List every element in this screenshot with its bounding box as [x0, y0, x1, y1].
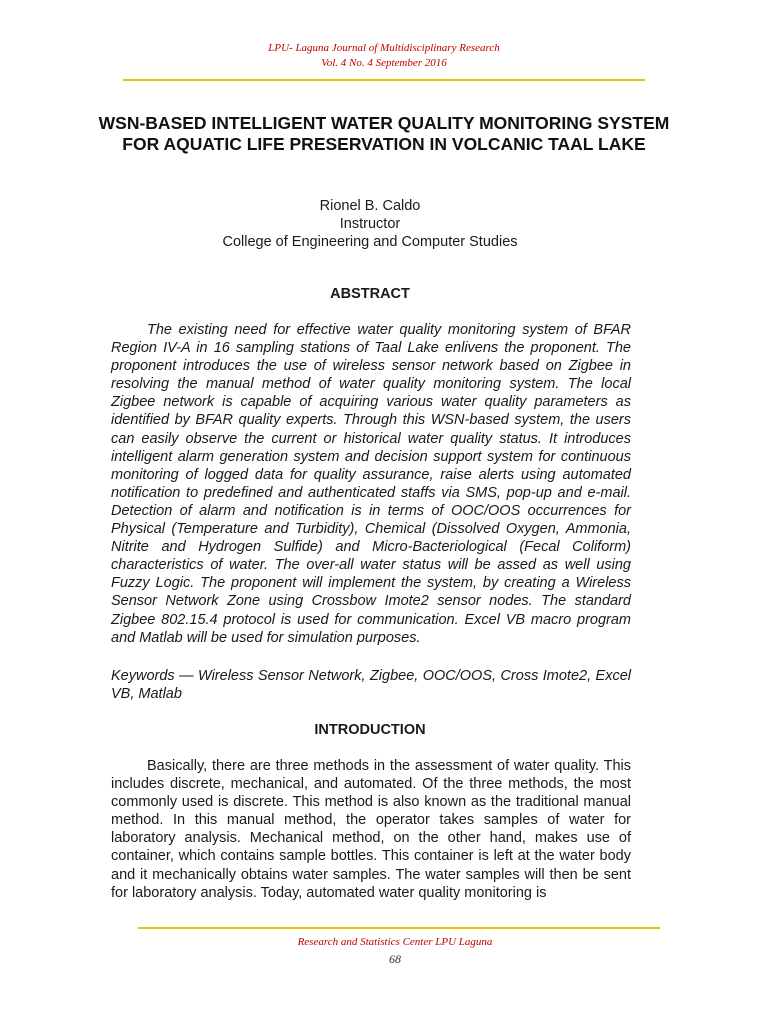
abstract-body: The existing need for effective water quality monitoring system of BFAR Region IV-A in 16 sampling stations of Taal Lake enlivens the proponent. The proponent introduces the use of wireless sensor network based on Zigbee in resolving the manual method of water quality monitoring system. The local Zigbee network is capable of acquiring various water quality parameters as identified by BFAR quality experts. Through this WSN-based system, the users can easily observe the current or historical water quality status. It introduces intelligent alarm generation system and decision support system for continuous monitoring of logged data for quality assurance, raise alerts using automated notification to predefined and authenticated staffs via SMS, pop-up and e-mail. Detection of alarm and notification is in terms of OOC/OOS occurrences for Physical (Temperature and Turbidity), Chemical (Dissolved Oxygen, Ammonia, Nitrite and Hydrogen Sulfide) and Micro-Bacteriological (Fecal Coliform) characteristics of water. The over-all water status will be assed as well using Fuzzy Logic. The proponent will implement the system, by creating a Wireless Sensor Network Zone using Crossbow Imote2 sensor nodes. The standard Zigbee 802.15.4 protocol is used for communication. Excel VB macro program and Matlab will be used for simulation purposes.	[111, 322, 631, 646]
introduction-heading: INTRODUCTION	[314, 722, 426, 738]
journal-name: LPU- Laguna Journal of Multidisciplinary Research	[268, 42, 500, 54]
footer-center: Research and Statistics Center LPU Laguna	[297, 936, 493, 948]
author-position: Instructor	[339, 216, 401, 232]
introduction-body: Basically, there are three methods in the assessment of water quality. This includes discrete, mechanical, and automated. Of the three methods, the most commonly used is discrete. This method is also known as the traditional manual method. In this manual method, the operator takes samples of water for laboratory analysis. Mechanical method, on the other hand, makes use of container, which contains sample bottles. This container is left at the water body and it mechanically obtains water samples. The water samples will then be sent for laboratory analysis. Today, automated water quality monitoring is	[111, 758, 631, 901]
paper-title: WSN-BASED INTELLIGENT WATER QUALITY MONITORING SYSTEM FOR AQUATIC LIFE PRESERVATION IN VOLCANIC TAAL LAKE	[98, 113, 670, 154]
keywords: Keywords — Wireless Sensor Network, Zigbee, OOC/OOS, Cross Imote2, Excel VB, Matlab	[111, 668, 631, 703]
author-name: Rionel B. Caldo	[319, 198, 421, 214]
header-rule	[123, 79, 645, 81]
author-affiliation: College of Engineering and Computer Studies	[222, 234, 518, 250]
footer-rule	[138, 927, 660, 929]
abstract-heading: ABSTRACT	[330, 286, 410, 302]
journal-volume: Vol. 4 No. 4 September 2016	[321, 57, 447, 69]
page-number: 68	[389, 952, 401, 966]
